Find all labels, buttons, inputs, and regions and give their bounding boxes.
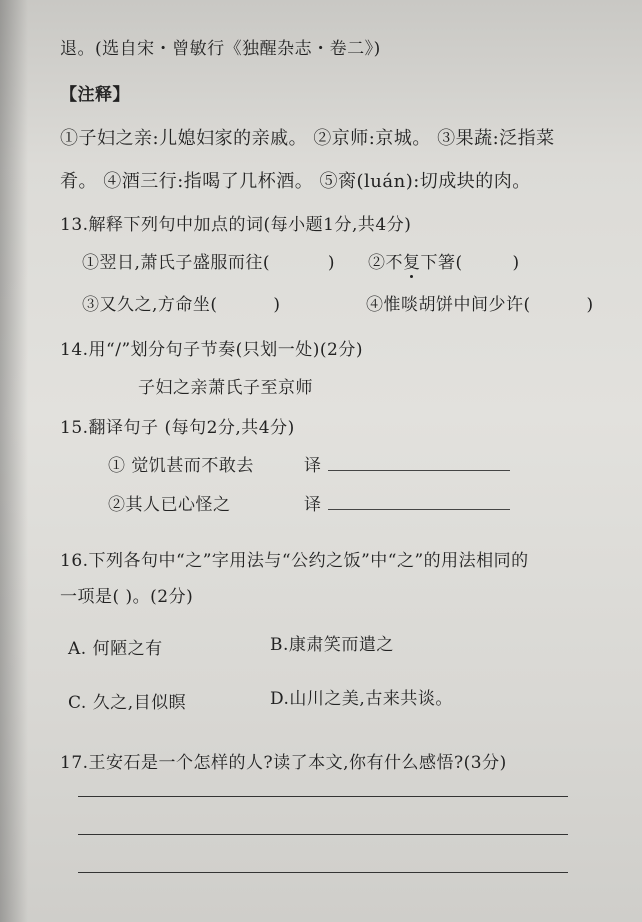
q13-item4-close: ) bbox=[586, 295, 594, 315]
q16-prompt-line2: 一项是( )。(2分) bbox=[60, 587, 194, 607]
q13-item4-text: ④惟啖胡饼中间少许( bbox=[366, 295, 531, 315]
notes-line-2: 肴。 ④酒三行:指喝了几杯酒。 ⑤脔(luán):切成块的肉。 bbox=[60, 171, 531, 192]
q13-item2-dotted-word: 复 bbox=[403, 253, 421, 273]
source-line: 退。(选自宋・曾敏行《独醒杂志・卷二》) bbox=[60, 39, 381, 59]
q13-item2 bbox=[368, 248, 520, 273]
q13-item1-text: ①翌日,萧氏子盛服而往( bbox=[82, 253, 271, 273]
q15-prompt: 15.翻译句子 (每句2分,共4分) bbox=[60, 418, 295, 438]
q13-item2-close: ) bbox=[512, 253, 520, 273]
q14-sentence: 子妇之亲萧氏子至京师 bbox=[138, 378, 313, 398]
page-shadow bbox=[0, 0, 28, 922]
q13-item2-pre: ②不 bbox=[368, 253, 403, 273]
q13-item1 bbox=[82, 248, 335, 273]
q13-item2-post: 下箸( bbox=[420, 253, 463, 273]
q16-option-c[interactable]: C. 久之,目似瞑 bbox=[68, 693, 187, 713]
q15-item2-label: 译 bbox=[304, 495, 322, 515]
q15-item2: ②其人已心怪之 bbox=[108, 495, 231, 515]
q13-item3 bbox=[82, 290, 281, 315]
q13-prompt: 13.解释下列句中加点的词(每小题1分,共4分) bbox=[60, 215, 412, 235]
q15-item2-answer-line[interactable] bbox=[328, 509, 510, 510]
q15-item1-answer-line[interactable] bbox=[328, 470, 510, 471]
q17-prompt: 17.王安石是一个怎样的人?读了本文,你有什么感悟?(3分) bbox=[60, 753, 507, 773]
q14-prompt: 14.用“/”划分句子节奏(只划一处)(2分) bbox=[60, 340, 363, 360]
q16-option-a[interactable]: A. 何陋之有 bbox=[68, 639, 163, 659]
q16-option-b[interactable]: B.康肃笑而遣之 bbox=[270, 635, 394, 655]
q15-item1-label: 译 bbox=[304, 456, 322, 476]
q17-answer-line-3[interactable] bbox=[78, 872, 568, 873]
q13-item3-text: ③又久之,方命坐( bbox=[82, 295, 218, 315]
q15-item1: ① 觉饥甚而不敢去 bbox=[108, 456, 254, 476]
q13-item1-close: ) bbox=[327, 253, 335, 273]
q13-item3-close: ) bbox=[273, 295, 281, 315]
q17-answer-line-2[interactable] bbox=[78, 834, 568, 835]
notes-line-1: ①子妇之亲:儿媳妇家的亲戚。 ②京师:京城。 ③果蔬:泛指菜 bbox=[60, 128, 555, 149]
q16-option-d[interactable]: D.山川之美,古来共谈。 bbox=[270, 689, 453, 709]
q13-item4 bbox=[366, 290, 594, 315]
q16-prompt-line1: 16.下列各句中“之”字用法与“公约之饭”中“之”的用法相同的 bbox=[60, 551, 529, 571]
notes-heading: 【注释】 bbox=[60, 85, 130, 105]
q17-answer-line-1[interactable] bbox=[78, 796, 568, 797]
